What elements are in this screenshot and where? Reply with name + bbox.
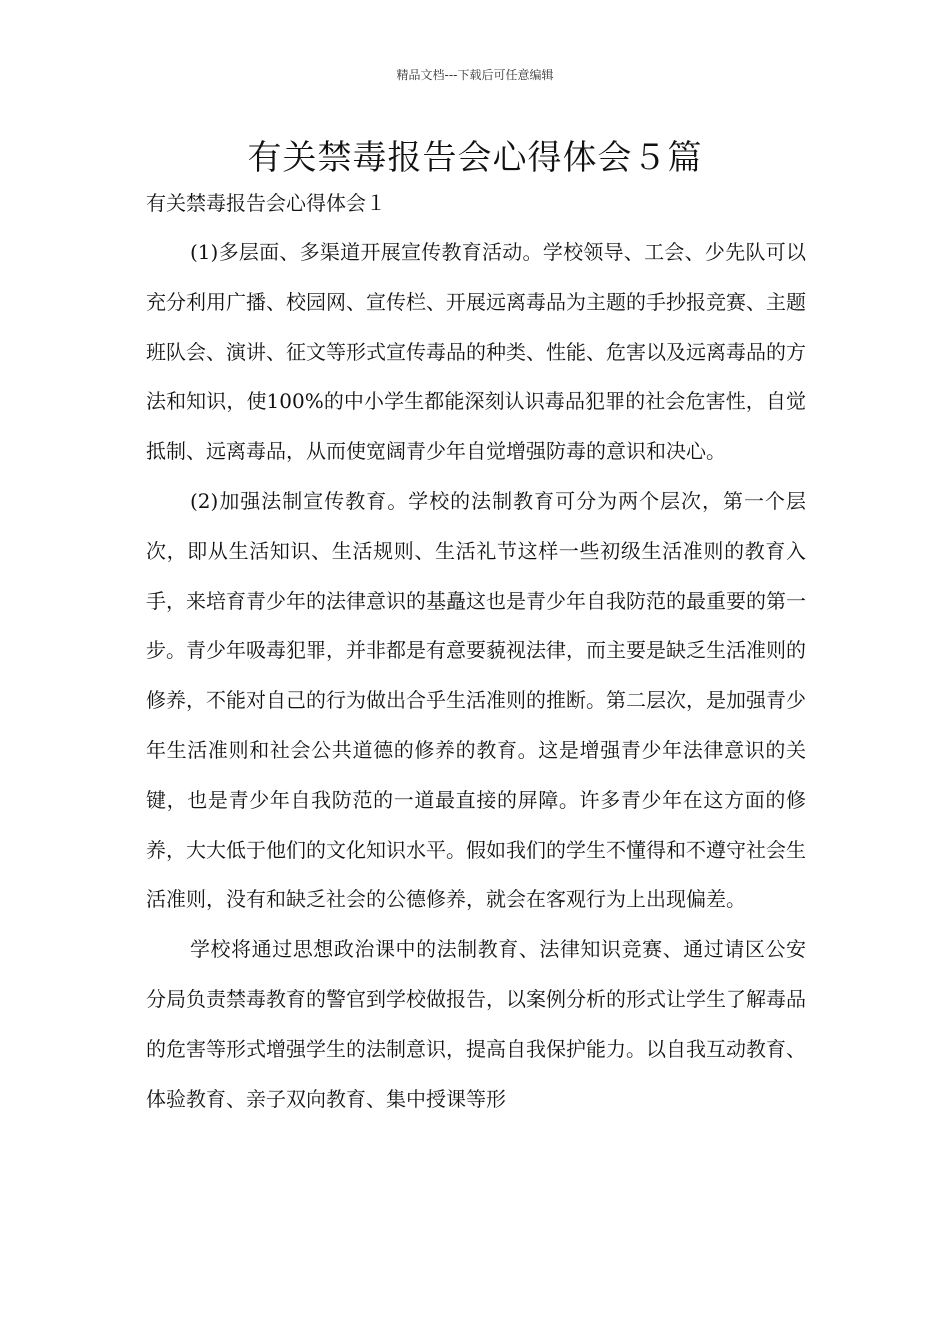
paragraph-3: 学校将通过思想政治课中的法制教育、法律知识竞赛、通过请区公安分局负责禁毒教育的警官到学校做报告，以案例分析的形式让学生了解毒品的危害等形式增强学生的法制意识，提高自我保护能力。以自我互动教育、体验教育、亲子双向教育、集中授课等形 (146, 937, 806, 1111)
document-title: 有关禁毒报告会心得体会５篇 (247, 138, 703, 178)
section-title: 有关禁毒报告会心得体会１ (146, 191, 386, 215)
paragraph-2: (2)加强法制宣传教育。学校的法制教育可分为两个层次，第一个层次，即从生活知识、生活规则、生活礼节这样一些初级生活准则的教育入手，来培育青少年的法律意识的基矗这也是青少年自我防范的最重要的第一步。青少年吸毒犯罪，并非都是有意要藐视法律，而主要是缺乏生活准则的修养，不能对自己的行为做出合乎生活准则的推断。第二层次，是加强青少年生活准则和社会公共道德的修养的教育。这是增强青少年法律意识的关键，也是青少年自我防范的一道最直接的屏障。许多青少年在这方面的修养，大大低于他们的文化知识水平。假如我们的学生不懂得和不遵守社会生活准则，没有和缺乏社会的公德修养，就会在客观行为上出现偏差。 (146, 488, 806, 912)
page-header-note: 精品文档---下载后可任意编辑 (396, 68, 554, 82)
document-body (146, 228, 806, 1124)
paragraph-1: (1)多层面、多渠道开展宣传教育活动。学校领导、工会、少先队可以充分利用广播、校园网、宣传栏、开展远离毒品为主题的手抄报竞赛、主题班队会、演讲、征文等形式宣传毒品的种类、性能、危害以及远离毒品的方法和知识，使100%的中小学生都能深刻认识毒品犯罪的社会危害性，自觉抵制、远离毒品，从而使宽阔青少年自觉增强防毒的意识和决心。 (146, 240, 806, 464)
